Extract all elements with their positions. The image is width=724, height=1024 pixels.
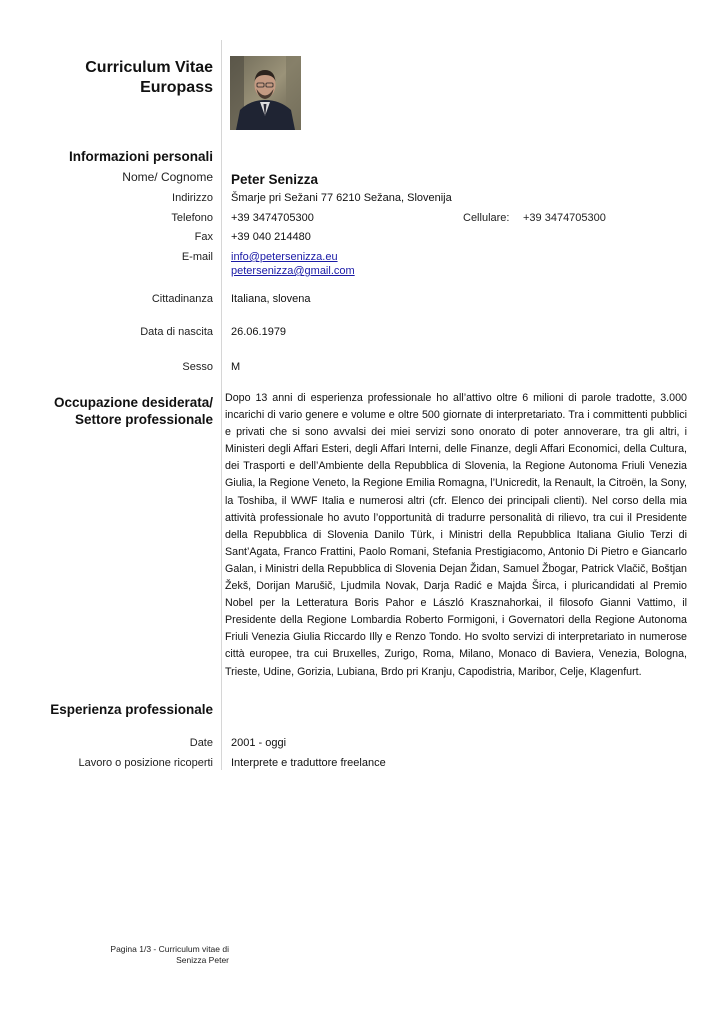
fax-value: +39 040 214480 xyxy=(231,231,311,243)
page-footer xyxy=(110,944,229,966)
mobile-label: Cellulare: xyxy=(463,212,510,224)
experience-position-label: Lavoro o posizione ricoperti xyxy=(78,757,213,769)
citizenship-label: Cittadinanza xyxy=(151,293,213,305)
column-divider xyxy=(221,40,222,770)
email-link-gmail[interactable]: petersenizza@gmail.com xyxy=(231,265,355,277)
experience-date-label: Date xyxy=(189,737,213,749)
sex-label: Sesso xyxy=(182,361,213,373)
phone-value: +39 3474705300 xyxy=(231,212,314,224)
mobile-value: +39 3474705300 xyxy=(523,212,606,224)
section-title-occupation xyxy=(54,394,213,428)
occupation-title-line1: Occupazione desiderata/ xyxy=(53,395,213,410)
cv-title-line1: Curriculum Vitae xyxy=(85,59,213,76)
occupation-description: Dopo 13 anni di esperienza professionale ho all’attivo oltre 6 milioni di parole tradotte, 3.000 incarichi di vario genere e volume e oltre 500 giornate di interpretariato. Tra i committenti pubblici e privati che si sono avvalsi dei miei servizi sono onorato di poter annoverare, tra gli altri, i Ministeri degli Affari Esteri, degli Affari Interni, delle Finanze, degli Affari Economici, della Cultura, dei Trasporti e dell’Ambiente della Repubblica di Slovenia, la Regione Autonoma Friuli Venezia Giulia, la Regione Veneto, la Regione Emilia Romagna, l’Unicredit, la Renault, la Citroën, la Sony, la Toshiba, il WWF Italia e numerosi altri (cfr. Elenco dei principali clienti). Nel corso della mia attività professionale ho avuto l’opportunità di tradurre personalità di rilievo, tra cui il Presidente della Repubblica di Slovenia Danilo Türk, i Ministri della Repubblica Italiana Giulio Terzi di Sant’Agata, Franco Frattini, Paolo Romani, Stefania Prestigiacomo, Antonio Di Pietro e Giancarlo Galan, i Ministri della Repubblica di Slovenia Dejan Židan, Samuel Žbogar, Patrick Vlačič, Boštjan Žekš, Dorijan Marušič, Ljudmila Novak, Darja Radić e Majda Širca, i pluricandidati al Premio Nobel per la Letteratura Boris Pahor e László Krasznahorkai, il filosofo Gianni Vattimo, il Presidente della Regione Lombardia Roberto Formigoni, i Governatori della Regione Autonoma Friuli Venezia Giulia Riccardo Illy e Renzo Tondo. Ho svolto servizi di interpretariato in numerose città europee, tra cui Bruxelles, Zurigo, Roma, Milano, Monaco di Baviera, Venezia, Bologna, Trieste, Udine, Gorizia, Lubiana, Brdo pri Kranju, Capodistria, Maribor, Celje, Klagenfurt. xyxy=(225,392,687,678)
sex-value: M xyxy=(231,361,241,373)
birth-date-value: 26.06.1979 xyxy=(231,326,287,338)
section-title-personal: Informazioni personali xyxy=(68,149,213,164)
cv-title-line2: Europass xyxy=(140,79,213,96)
email-label: E-mail xyxy=(181,251,213,263)
citizenship-value: Italiana, slovena xyxy=(231,293,311,305)
section-title-experience: Esperienza professionale xyxy=(50,702,213,717)
email-values xyxy=(231,250,355,278)
footer-line2: Senizza Peter xyxy=(176,955,229,965)
experience-position-value: Interprete e traduttore freelance xyxy=(231,757,386,769)
cv-title xyxy=(85,58,213,98)
experience-date-value: 2001 - oggi xyxy=(231,737,287,749)
email-link-info[interactable]: info@petersenizza.eu xyxy=(231,251,338,263)
profile-photo xyxy=(230,56,301,130)
occupation-title-line2: Settore professionale xyxy=(74,412,213,427)
birth-date-label: Data di nascita xyxy=(140,326,213,338)
address-value: Šmarje pri Sežani 77 6210 Sežana, Slovenija xyxy=(231,192,452,204)
fax-label: Fax xyxy=(194,231,213,243)
footer-line1: Pagina 1/3 - Curriculum vitae di xyxy=(110,944,229,954)
profile-photo-image xyxy=(230,56,301,130)
name-label: Nome/ Cognome xyxy=(122,170,213,184)
phone-label: Telefono xyxy=(171,212,213,224)
address-label: Indirizzo xyxy=(172,192,213,204)
full-name: Peter Senizza xyxy=(231,172,319,187)
